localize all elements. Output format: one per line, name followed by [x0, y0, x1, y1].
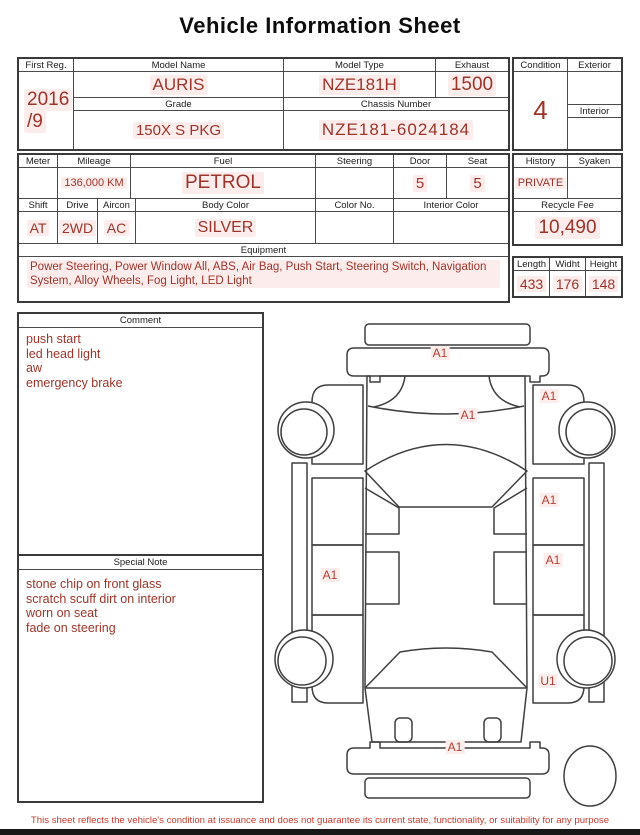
length-value — [513, 270, 550, 297]
car-outline-drawing — [268, 312, 638, 812]
mileage-label: Mileage — [57, 154, 131, 168]
fuel-label: Fuel — [130, 154, 316, 168]
shift-value — [18, 211, 58, 244]
equipment-text: Power Steering, Power Window All, ABS, Air Bag, Push Start, Steering Switch, Navigation System, Alloy Wheels, Fog Light, LED Light — [27, 260, 500, 288]
first-reg-month: /9 — [24, 111, 46, 133]
width-label: Widht — [549, 257, 586, 271]
syaken-value — [567, 167, 622, 199]
special-note-line: scratch scuff dirt on interior — [26, 591, 176, 606]
shift-label: Shift — [18, 198, 58, 212]
recycle-fee-text: 10,490 — [535, 217, 599, 239]
drive-value — [57, 211, 98, 244]
exhaust-label: Exhaust — [435, 58, 509, 72]
mileage-value — [57, 167, 131, 199]
comment-line: push start — [26, 332, 81, 346]
comment-line: led head light — [26, 346, 101, 361]
height-value — [585, 270, 622, 297]
door-label: Door — [393, 154, 447, 168]
comment-line: emergency brake — [26, 375, 123, 390]
length-label: Length — [513, 257, 550, 271]
first-reg-value — [18, 71, 74, 150]
condition-label: Condition — [513, 58, 568, 72]
model-type-label: Model Type — [283, 58, 436, 72]
car-damage-diagram — [268, 312, 638, 812]
interior-value — [567, 117, 622, 150]
condition-value — [513, 71, 568, 150]
history-value — [513, 167, 568, 199]
seat-label: Seat — [446, 154, 509, 168]
disclaimer-text: This sheet reflects the vehicle's condition at issuance and does not guarantee its current state, functionality, or suitability for any purpose — [30, 815, 610, 826]
chassis-number-value — [283, 110, 509, 150]
interior-color-label: Interior Color — [393, 198, 509, 212]
height-label: Height — [585, 257, 622, 271]
damage-mark: A1 — [432, 346, 448, 360]
body-color-label: Body Color — [135, 198, 316, 212]
fuel-text: PETROL — [182, 172, 264, 194]
special-note-line: worn on seat — [26, 606, 98, 620]
interior-color-value — [393, 211, 509, 244]
shift-text: AT — [27, 220, 50, 236]
recycle-fee-label: Recycle Fee — [513, 198, 622, 212]
meter-label: Meter — [18, 154, 58, 168]
first-reg-year: 2016 — [24, 89, 72, 111]
steering-label: Steering — [315, 154, 394, 168]
aircon-text: AC — [104, 220, 129, 236]
aircon-label: Aircon — [97, 198, 136, 212]
special-note-line: fade on steering — [26, 620, 116, 635]
width-text: 176 — [553, 276, 582, 292]
seat-value — [446, 167, 509, 199]
length-text: 433 — [517, 276, 546, 292]
fuel-value — [130, 167, 316, 199]
body-color-text: SILVER — [195, 219, 257, 237]
chassis-number-label: Chassis Number — [283, 97, 509, 111]
model-name-label: Model Name — [73, 58, 284, 72]
interior-label: Interior — [567, 104, 622, 118]
height-text: 148 — [589, 276, 618, 292]
steering-value — [315, 167, 394, 199]
damage-mark: A1 — [545, 553, 561, 567]
model-type-value — [283, 71, 436, 98]
width-value — [549, 270, 586, 297]
grade-label: Grade — [73, 97, 284, 111]
comment-line: aw — [26, 361, 42, 375]
first-reg-label: First Reg. — [18, 58, 74, 72]
body-color-value — [135, 211, 316, 244]
damage-mark: A1 — [322, 568, 338, 582]
model-name-text: AURIS — [150, 75, 208, 95]
damage-mark: A1 — [447, 740, 463, 754]
grade-value — [73, 110, 284, 150]
exterior-label: Exterior — [567, 58, 622, 72]
special-note-text — [26, 577, 256, 795]
equipment-label: Equipment — [18, 243, 509, 257]
comment-text — [26, 332, 256, 547]
comment-label: Comment — [18, 313, 263, 328]
history-label: History — [513, 154, 568, 168]
mileage-text: 136,000 KM — [61, 177, 126, 189]
equipment-value — [18, 256, 509, 302]
recycle-fee-value — [513, 211, 622, 245]
grade-text: 150X S PKG — [133, 122, 224, 139]
page-title: Vehicle Information Sheet — [179, 13, 461, 38]
history-text: PRIVATE — [515, 177, 566, 189]
damage-mark: A1 — [460, 408, 476, 422]
syaken-label: Syaken — [567, 154, 622, 168]
exhaust-value — [435, 71, 509, 98]
chassis-number-text: NZE181-6024184 — [319, 120, 473, 140]
aircon-value — [97, 211, 136, 244]
condition-text: 4 — [533, 95, 548, 125]
exhaust-text: 1500 — [448, 74, 496, 96]
door-text: 5 — [413, 175, 427, 192]
seat-text: 5 — [470, 175, 484, 192]
exterior-value — [567, 71, 622, 105]
color-no-value — [315, 211, 394, 244]
drive-label: Drive — [57, 198, 98, 212]
damage-mark: U1 — [540, 674, 556, 688]
damage-mark: A1 — [541, 493, 557, 507]
drive-text: 2WD — [59, 220, 96, 236]
model-type-text: NZE181H — [319, 75, 400, 95]
special-note-line: stone chip on front glass — [26, 577, 162, 591]
model-name-value — [73, 71, 284, 98]
special-note-label: Special Note — [18, 555, 263, 570]
page-bottom-edge — [0, 829, 640, 835]
door-value — [393, 167, 447, 199]
color-no-label: Color No. — [315, 198, 394, 212]
damage-mark: A1 — [541, 389, 557, 403]
meter-value — [18, 167, 58, 199]
